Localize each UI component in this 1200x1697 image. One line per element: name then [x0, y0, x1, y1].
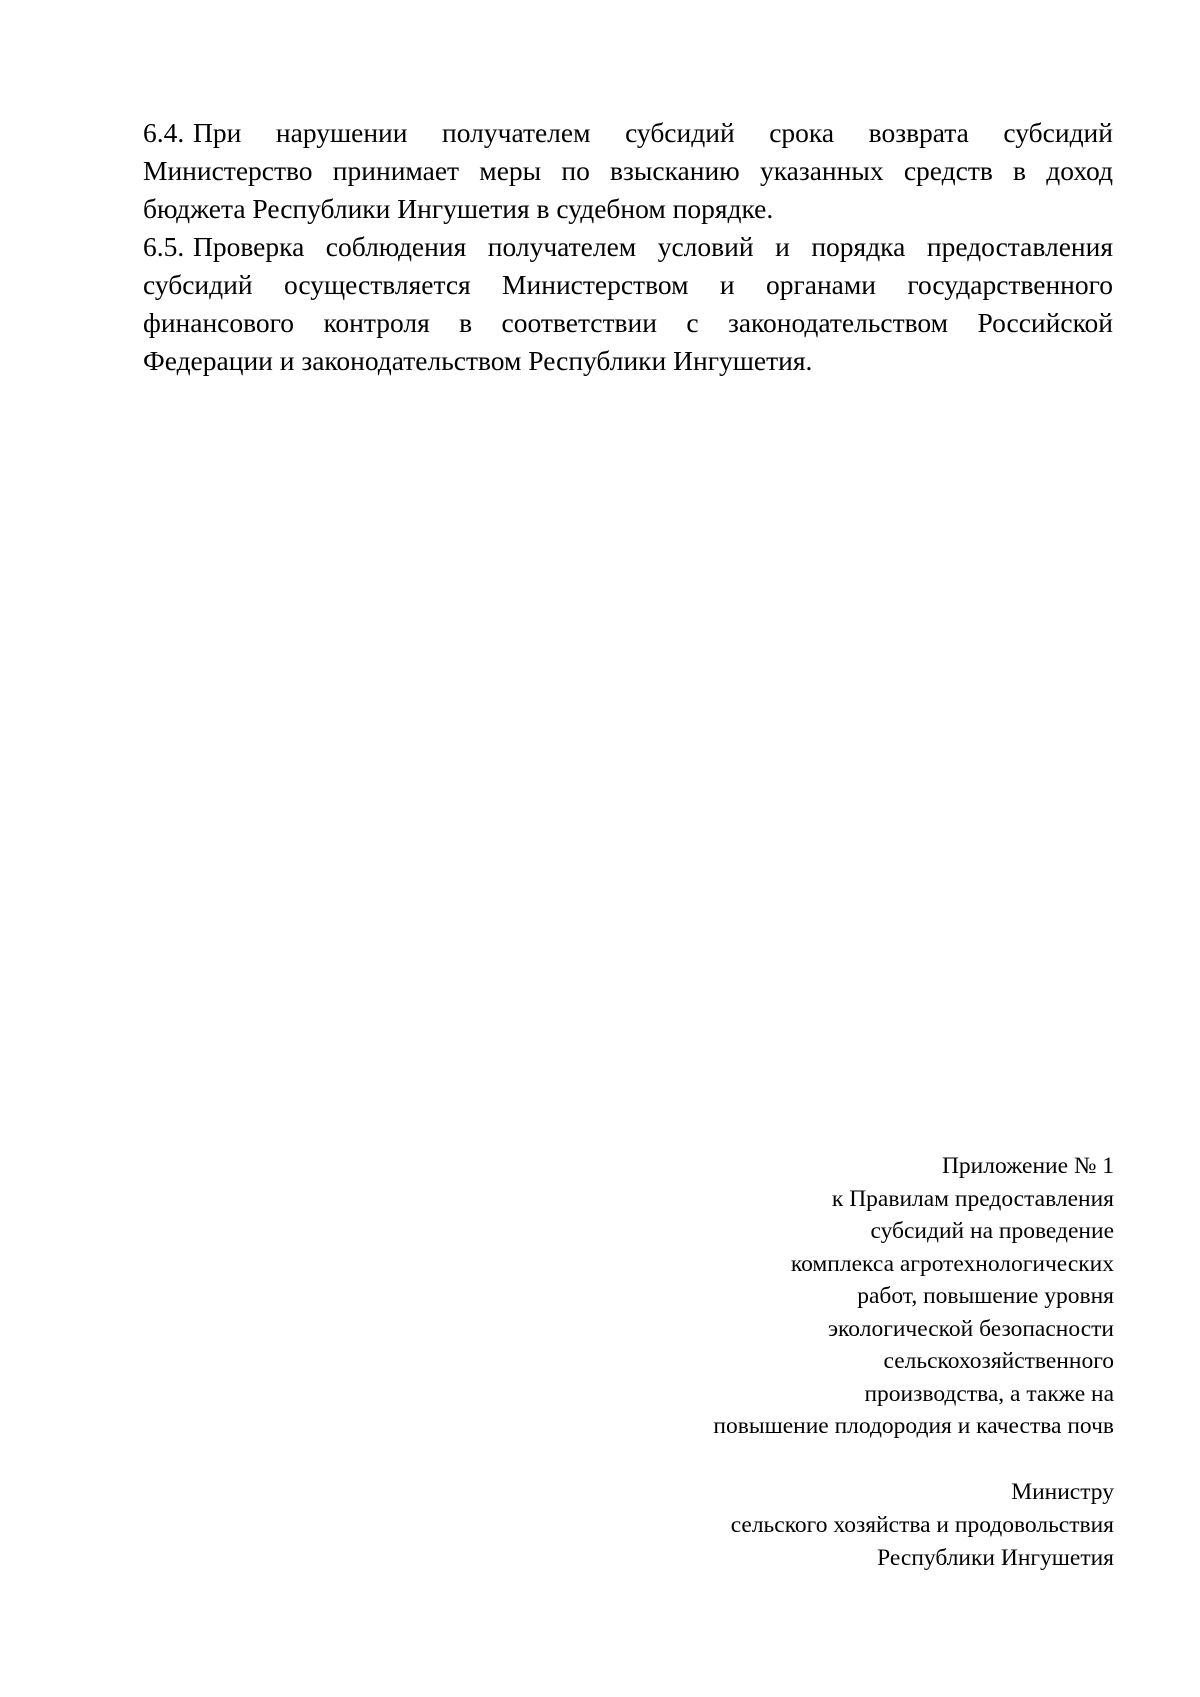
addressee-line: Министру: [1011, 1479, 1114, 1505]
appendix-line: комплекса агротехнологических: [790, 1250, 1114, 1277]
addressee-line: сельского хозяйства и продовольствия: [730, 1512, 1114, 1538]
clause-text: При нарушении получателем субсидий срока возврата субсидий Министерство принимает меры по взысканию указанных средств в доход бюджета Республики Ингушетия в судебном порядке.: [143, 117, 1113, 224]
main-body-text: [143, 114, 1113, 380]
appendix-line: производства, а также на: [864, 1380, 1114, 1407]
clause-number: 6.4.: [143, 117, 185, 148]
appendix-line: экологической безопасности: [827, 1315, 1114, 1342]
clause-6-5: [143, 228, 1113, 380]
clause-6-4: [143, 114, 1113, 228]
appendix-line: сельскохозяйственного: [883, 1348, 1114, 1374]
addressee: [594, 1476, 1114, 1575]
appendix-line: к Правилам предоставления: [831, 1185, 1114, 1212]
appendix-line: повышение плодородия и качества почв: [713, 1413, 1114, 1439]
appendix-line: работ, повышение уровня: [857, 1283, 1114, 1309]
appendix-heading: [594, 1150, 1114, 1443]
clause-text: Проверка соблюдения получателем условий и порядка предоставления субсидий осуществляется Министерством и органами государственного финансового контроля в соответствии с законодательством Российской Федерации и законодательством Республики Ингушетия.: [143, 231, 1113, 376]
appendix-line: субсидий на проведение: [870, 1218, 1114, 1244]
appendix-line: Приложение № 1: [941, 1153, 1114, 1179]
addressee-line: Республики Ингушетия: [877, 1545, 1114, 1571]
clause-number: 6.5.: [143, 231, 185, 262]
